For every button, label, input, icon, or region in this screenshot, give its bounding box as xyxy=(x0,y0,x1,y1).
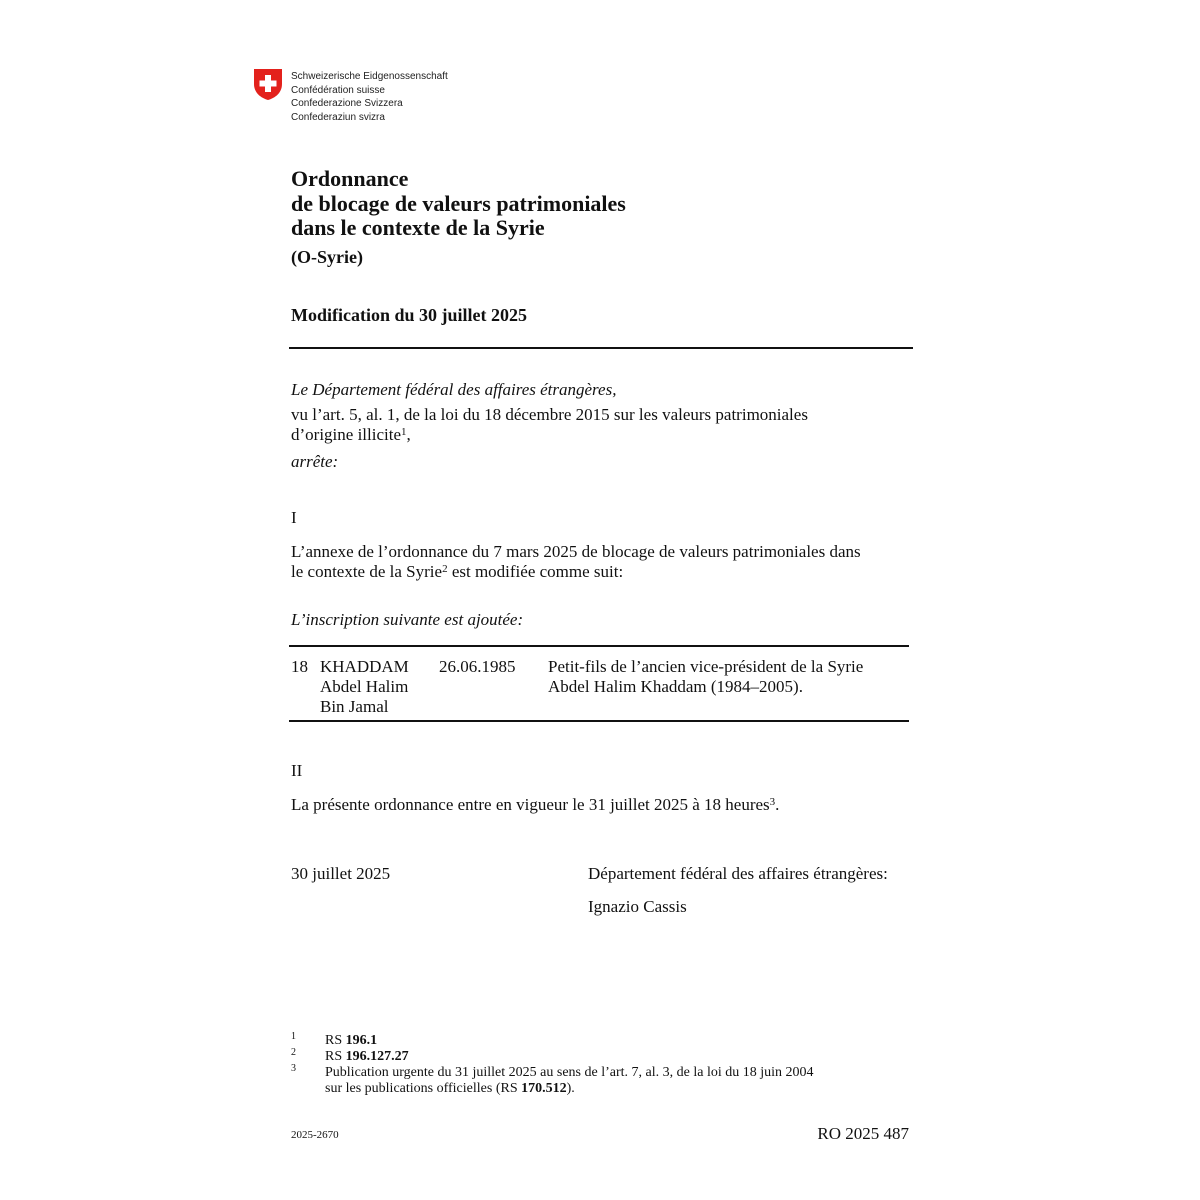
signature-signer: Ignazio Cassis xyxy=(588,897,687,916)
entry-date: 26.06.1985 xyxy=(439,657,516,676)
footnote-text: RS 196.1 xyxy=(325,1033,378,1048)
title-line: Ordonnance xyxy=(291,166,409,191)
section-2-text: La présente ordonnance entre en vigueur le 31 juillet 2025 à 18 heures$^3$. xyxy=(291,795,780,814)
section-heading-2: II xyxy=(291,761,303,780)
section-heading-1: I xyxy=(291,508,297,527)
federation-name-de: Schweizerische Eidgenossenschaft xyxy=(291,71,448,82)
section-1-text-line: le contexte de la Syrie$^2$ est modifiée comme suit: xyxy=(291,562,624,581)
title-divider xyxy=(289,347,913,349)
preamble-basis-line: vu l’art. 5, al. 1, de la loi du 18 décembre 2015 sur les valeurs patrimoniales xyxy=(291,405,808,424)
federation-names xyxy=(291,70,448,124)
document-code: 2025-2670 xyxy=(291,1129,339,1141)
preamble-basis xyxy=(291,405,808,445)
federation-name-rm: Confederaziun svizra xyxy=(291,111,385,123)
table-top-rule xyxy=(289,645,909,647)
federation-name-it: Confederazione Svizzera xyxy=(291,98,403,110)
footnote-number: 3 xyxy=(291,1063,296,1074)
ordinance-abbreviation: (O-Syrie) xyxy=(291,247,363,267)
entry-name-line: Bin Jamal xyxy=(320,697,389,716)
signature-date: 30 juillet 2025 xyxy=(291,864,391,883)
preamble-decree: arrête: xyxy=(291,452,339,471)
federation-name-fr: Confédération suisse xyxy=(291,84,385,96)
modification-date: Modification du 30 juillet 2025 xyxy=(291,305,528,325)
footnote-text: RS 196.127.27 xyxy=(325,1049,409,1064)
entry-name-line: KHADDAM xyxy=(320,657,409,676)
official-compilation-reference: RO 2025 487 xyxy=(817,1124,909,1143)
title-line: de blocage de valeurs patrimoniales xyxy=(291,190,626,216)
section-1-text-line: L’annexe de l’ordonnance du 7 mars 2025 de blocage de valeurs patrimoniales dans xyxy=(291,542,861,561)
entry-description-line: Petit-fils de l’ancien vice-président de la Syrie xyxy=(548,657,864,676)
entry-number: 18 xyxy=(291,657,308,676)
ordinance-title xyxy=(291,167,626,241)
footnote-text: Publication urgente du 31 juillet 2025 au sens de l’art. 7, al. 3, de la loi du 18 juin 2004 sur les publications officielles (RS 170.512). xyxy=(325,1065,814,1096)
footnote-number: 2 xyxy=(291,1047,296,1058)
preamble-basis-line: d’origine illicite$^1$, xyxy=(291,425,411,444)
footnote-ref: 2 xyxy=(442,563,448,575)
footnote-ref: 3 xyxy=(769,796,776,808)
section-1-text xyxy=(291,542,861,582)
entry-name xyxy=(320,657,409,717)
preamble-authority: Le Département fédéral des affaires étrangères, xyxy=(291,380,617,399)
footnote-number: 1 xyxy=(291,1031,296,1042)
entry-name-line: Abdel Halim xyxy=(320,677,409,696)
footnote-ref: 1 xyxy=(401,426,407,438)
entry-intro: L’inscription suivante est ajoutée: xyxy=(291,610,524,629)
entry-description-line: Abdel Halim Khaddam (1984–2005). xyxy=(548,677,803,696)
entry-description xyxy=(548,657,863,697)
table-bottom-rule xyxy=(289,720,909,722)
title-line: dans le contexte de la Syrie xyxy=(291,215,545,240)
signature-department: Département fédéral des affaires étrangères: xyxy=(588,864,888,883)
swiss-cross-icon xyxy=(253,68,283,101)
